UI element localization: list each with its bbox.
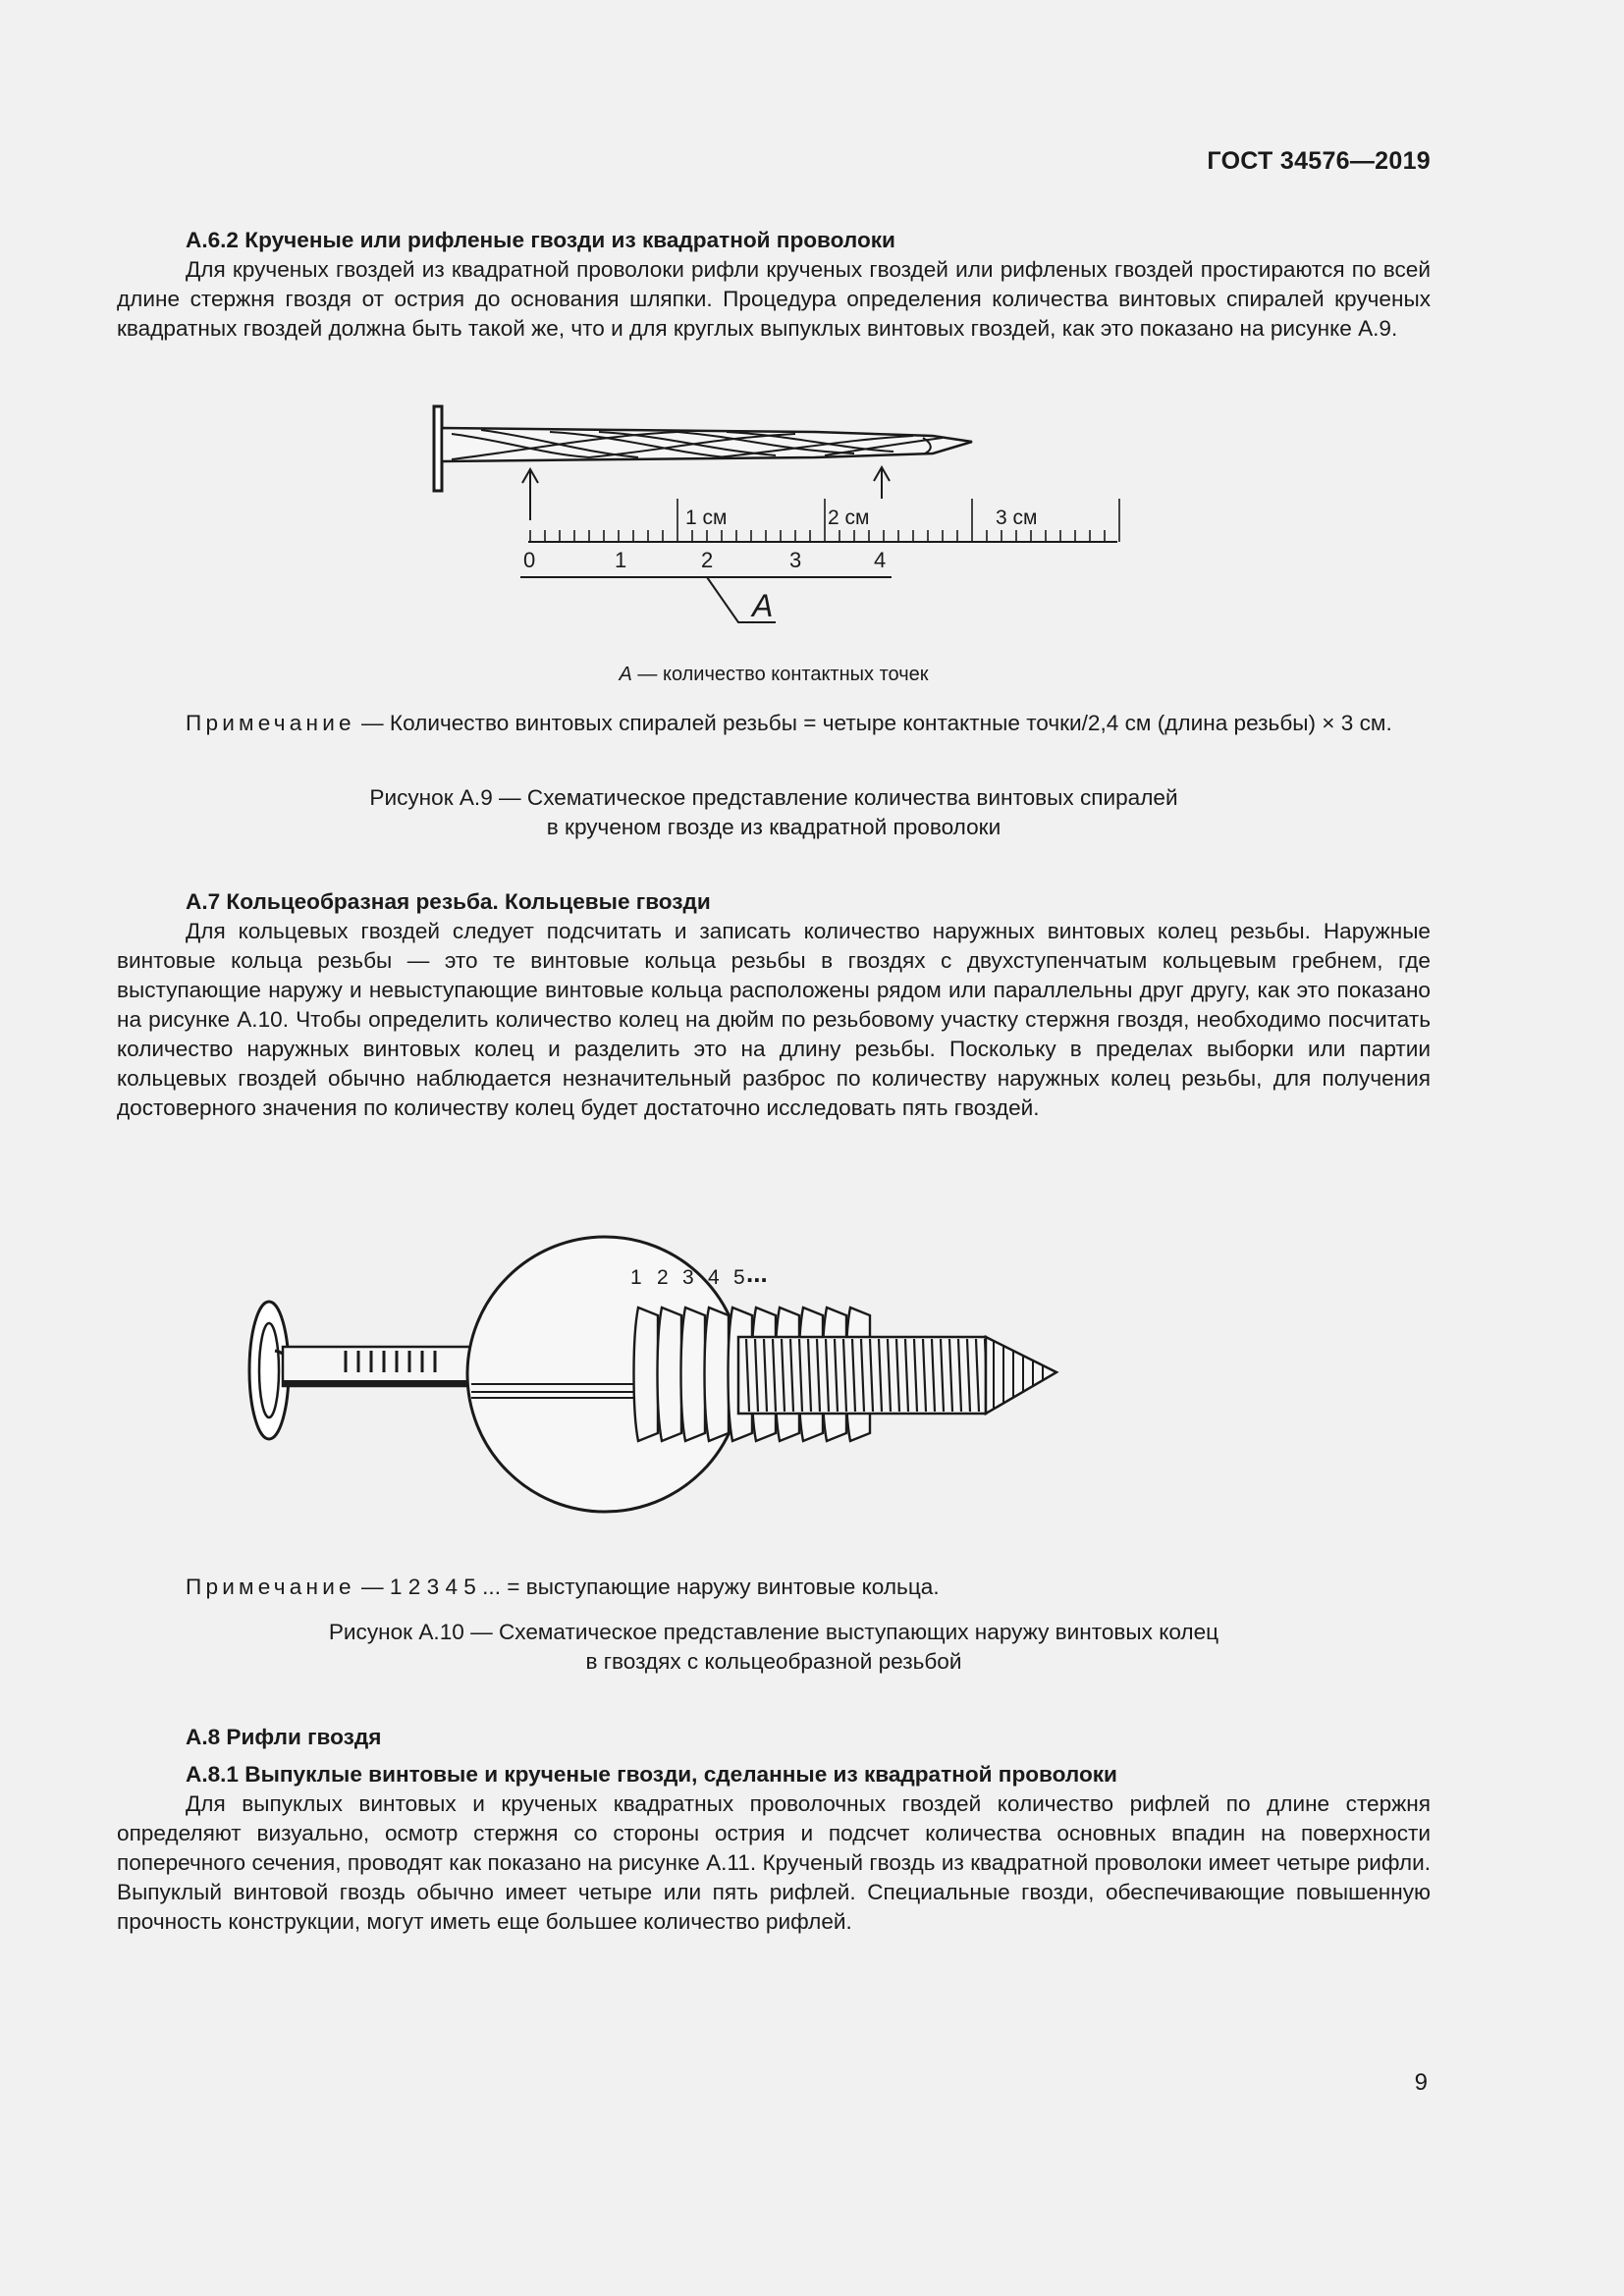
ring-label: 1: [630, 1266, 642, 1289]
magnified-ring: [634, 1308, 659, 1441]
magnified-ring: [658, 1308, 682, 1441]
figure-a9-caption: [117, 783, 1431, 842]
ruler-cm-label: 3 см: [996, 507, 1038, 529]
count-label: 0: [523, 548, 536, 572]
ring-label: 2: [657, 1266, 669, 1289]
figure-a10-ring-nail: [236, 1215, 1316, 1549]
note-paragraph: [117, 709, 1431, 738]
paragraph: Для кольцевых гвоздей следует подсчитать и записать количество наружных винтовых колец резьбы. Наружные винтовые кольца резьбы — это те винтовые кольца резьбы в гвоздях с двухступенчатым кольцевым гребнем, где выступающие наружу и невыступающие винтовые кольца расположены рядом или параллельны друг другу, как это показано на рисунке А.10. Чтобы определить количество колец на дюйм по резьбовому участку стержня гвоздя, необходимо посчитать количество наружных винтовых колец и разделить это на длину резьбы. Поскольку в пределах выборки или партии кольцевых гвоздей обычно наблюдается незначительный разброс по количеству наружных колец резьбы, для получения достоверного значения по количеству колец будет достаточно исследовать пять гвоздей.: [117, 919, 1431, 1120]
caption-line: в гвоздях с кольцеобразной резьбой: [585, 1649, 962, 1674]
subsection-heading: А.8.1 Выпуклые винтовые и крученые гвозди, сделанные из квадратной проволоки: [186, 1762, 1117, 1787]
section-heading: А.6.2 Крученые или рифленые гвозди из квадратной проволоки: [186, 228, 895, 252]
section-heading: А.7 Кольцеобразная резьба. Кольцевые гвозди: [186, 889, 711, 914]
note-text: — Количество винтовых спиралей резьбы = четыре контактные точки/2,4 см (длина резьбы) × 3 см.: [354, 711, 1392, 735]
count-label: 2: [701, 548, 714, 572]
figure-a10-note: [117, 1573, 1431, 1602]
magnified-ring: [705, 1308, 730, 1441]
ring-label: 5: [733, 1266, 745, 1289]
count-label: 1: [615, 548, 627, 572]
legend-text: — количество контактных точек: [631, 664, 929, 685]
caption-line: Рисунок А.9 — Схематическое представление количества винтовых спиралей: [369, 785, 1178, 810]
note-label: Примечание: [186, 1575, 355, 1599]
count-label: 3: [789, 548, 802, 572]
figure-a10-caption: [117, 1618, 1431, 1677]
section-a62: [117, 226, 1431, 344]
figure-a9-note: [117, 709, 1431, 738]
count-label: 4: [874, 548, 887, 572]
paragraph: Для крученых гвоздей из квадратной проволоки рифли крученых гвоздей или рифленых гвоздей простираются по всей длине стержня гвоздя от острия до основания шляпки. Процедура определения количества винтовых спиралей крученых квадратных гвоздей должна быть такой же, что и для круглых выпуклых винтовых гвоздей, как это показано на рисунке А.9.: [117, 257, 1431, 341]
magnified-ring: [681, 1308, 706, 1441]
nail-tip: [986, 1337, 1056, 1414]
caption-line: Рисунок А.10 — Схематическое представление выступающих наружу винтовых колец: [328, 1620, 1219, 1644]
note-label: Примечание: [186, 711, 355, 735]
legend-letter: А: [619, 664, 632, 685]
callout-letter: А: [752, 588, 774, 623]
note-paragraph: [117, 1573, 1431, 1602]
caption-line: в крученом гвозде из квадратной проволоки: [546, 815, 1001, 839]
paragraph: Для выпуклых винтовых и крученых квадратных проволочных гвоздей количество рифлей по длине стержня определяют визуально, осмотр стержня со стороны острия и подсчет количества основных впадин на поверхности поперечного сечения, проводят как показано на рисунке А.11. Крученый гвоздь из квадратной проволоки имеет четыре рифли. Выпуклый винтовой гвоздь обычно имеет четыре или пять рифлей. Специальные гвозди, обеспечивающие повышенную прочность конструкции, могут иметь еще большее количество рифлей.: [117, 1791, 1431, 1934]
standard-id: ГОСТ 34576—2019: [1207, 147, 1431, 175]
ruler-cm-label: 1 см: [685, 507, 728, 529]
ring-ellipsis: ...: [746, 1258, 768, 1288]
section-a8: [117, 1723, 1431, 1937]
section-heading: А.8 Рифли гвоздя: [186, 1725, 382, 1749]
figure-a9-legend: [117, 660, 1431, 689]
note-text: — 1 2 3 4 5 ... = выступающие наружу винтовые кольца.: [354, 1575, 940, 1599]
ring-label: 3: [682, 1266, 694, 1289]
section-a7: [117, 887, 1431, 1123]
ruler-cm-label: 2 см: [828, 507, 870, 529]
ring-label: 4: [708, 1266, 720, 1289]
page-number: 9: [1414, 2069, 1428, 2096]
figure-a9-twisted-nail: [422, 393, 1129, 638]
